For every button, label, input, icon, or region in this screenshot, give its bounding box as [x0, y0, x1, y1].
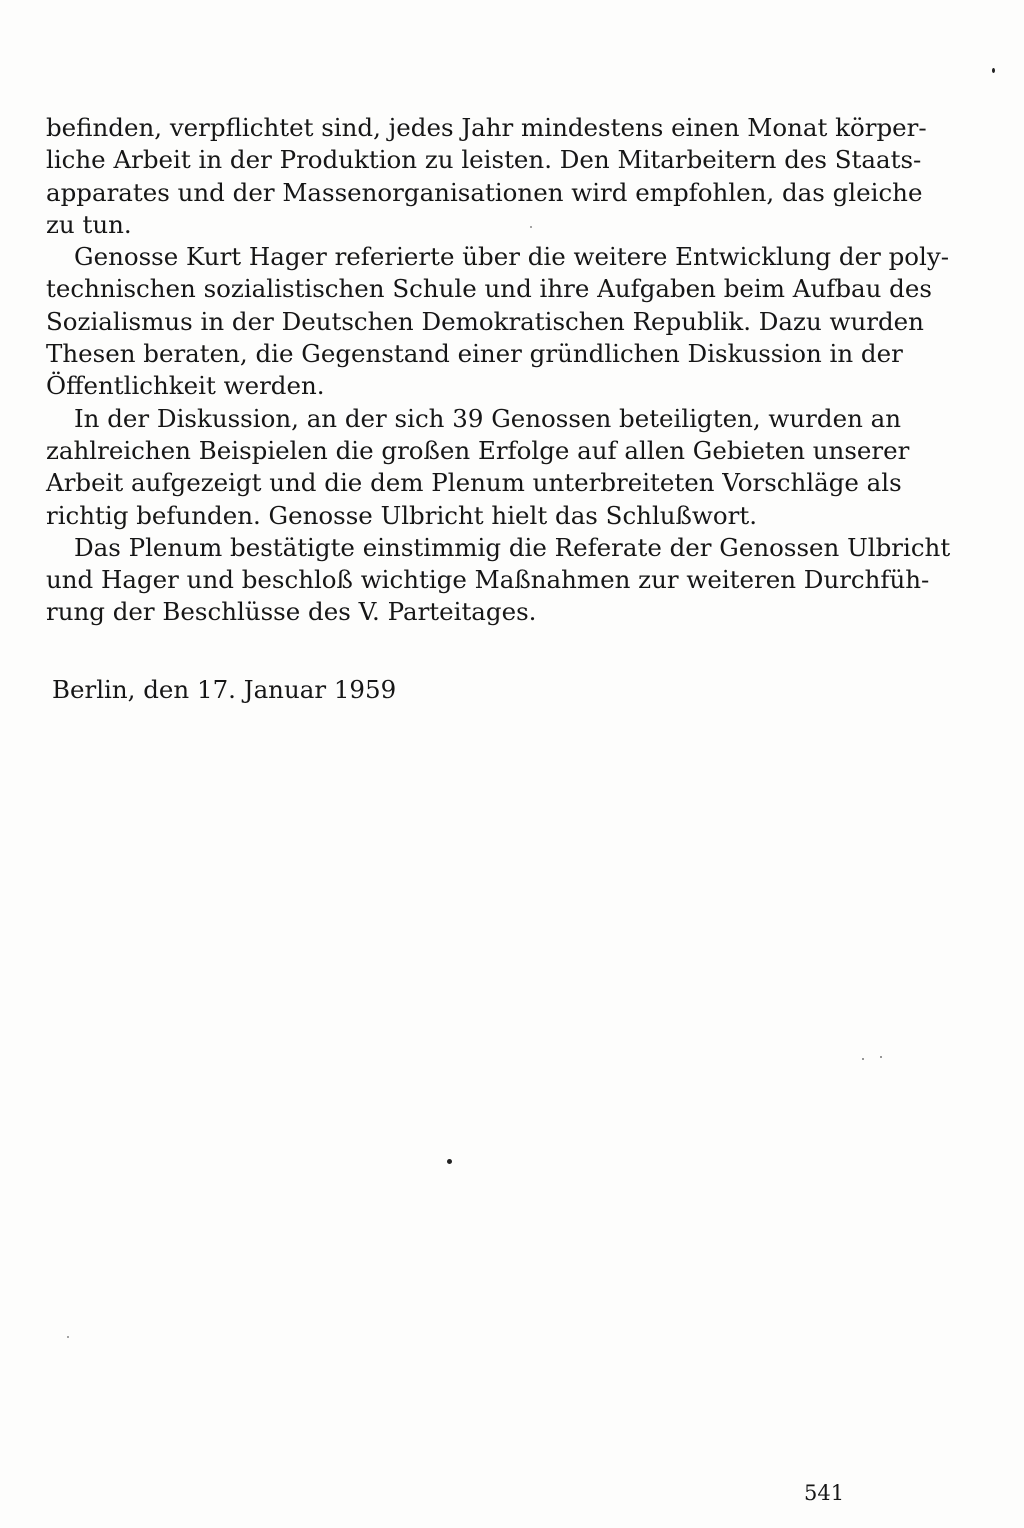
text-line: apparates und der Massenorganisationen wird empfohlen, das gleiche — [46, 177, 923, 207]
text-line: zu tun. — [46, 209, 132, 239]
body-text — [46, 112, 951, 629]
page-number: 541 — [804, 1481, 845, 1505]
text-line: Öffentlichkeit werden. — [46, 371, 325, 401]
text-line: In der Diskussion, an der sich 39 Genossen beteiligten, wurden an — [74, 403, 902, 433]
text-line: zahlreichen Beispielen die großen Erfolge auf allen Gebieten unserer — [46, 435, 910, 465]
text-line: liche Arbeit in der Produktion zu leisten. Den Mitarbeitern des Staats- — [46, 145, 922, 175]
text-line: und Hager und beschloß wichtige Maßnahmen zur weiteren Durchfüh- — [46, 565, 930, 595]
text-line: technischen sozialistischen Schule und ihre Aufgaben beim Aufbau des — [46, 274, 932, 304]
text-line: Sozialismus in der Deutschen Demokratischen Republik. Dazu wurden — [46, 306, 924, 336]
scan-speck — [530, 226, 532, 228]
scan-speck — [447, 1159, 452, 1164]
text-line: Genosse Kurt Hager referierte über die weitere Entwicklung der poly- — [74, 242, 949, 272]
text-line: Arbeit aufgezeigt und die dem Plenum unterbreiteten Vorschläge als — [46, 468, 902, 498]
scan-speck — [67, 1336, 69, 1338]
text-line: rung der Beschlüsse des V. Parteitages. — [46, 597, 537, 627]
text-line: Das Plenum bestätigte einstimmig die Referate der Genossen Ulbricht — [74, 532, 951, 562]
scan-speck — [992, 68, 995, 73]
text-line: Thesen beraten, die Gegenstand einer gründlichen Diskussion in der — [46, 339, 903, 369]
text-line: richtig befunden. Genosse Ulbricht hielt das Schlußwort. — [46, 500, 757, 530]
place-date: Berlin, den 17. Januar 1959 — [52, 675, 397, 704]
text-line: befinden, verpflichtet sind, jedes Jahr mindestens einen Monat körper- — [46, 113, 927, 142]
scan-speck — [862, 1058, 864, 1060]
scan-speck — [880, 1056, 882, 1058]
